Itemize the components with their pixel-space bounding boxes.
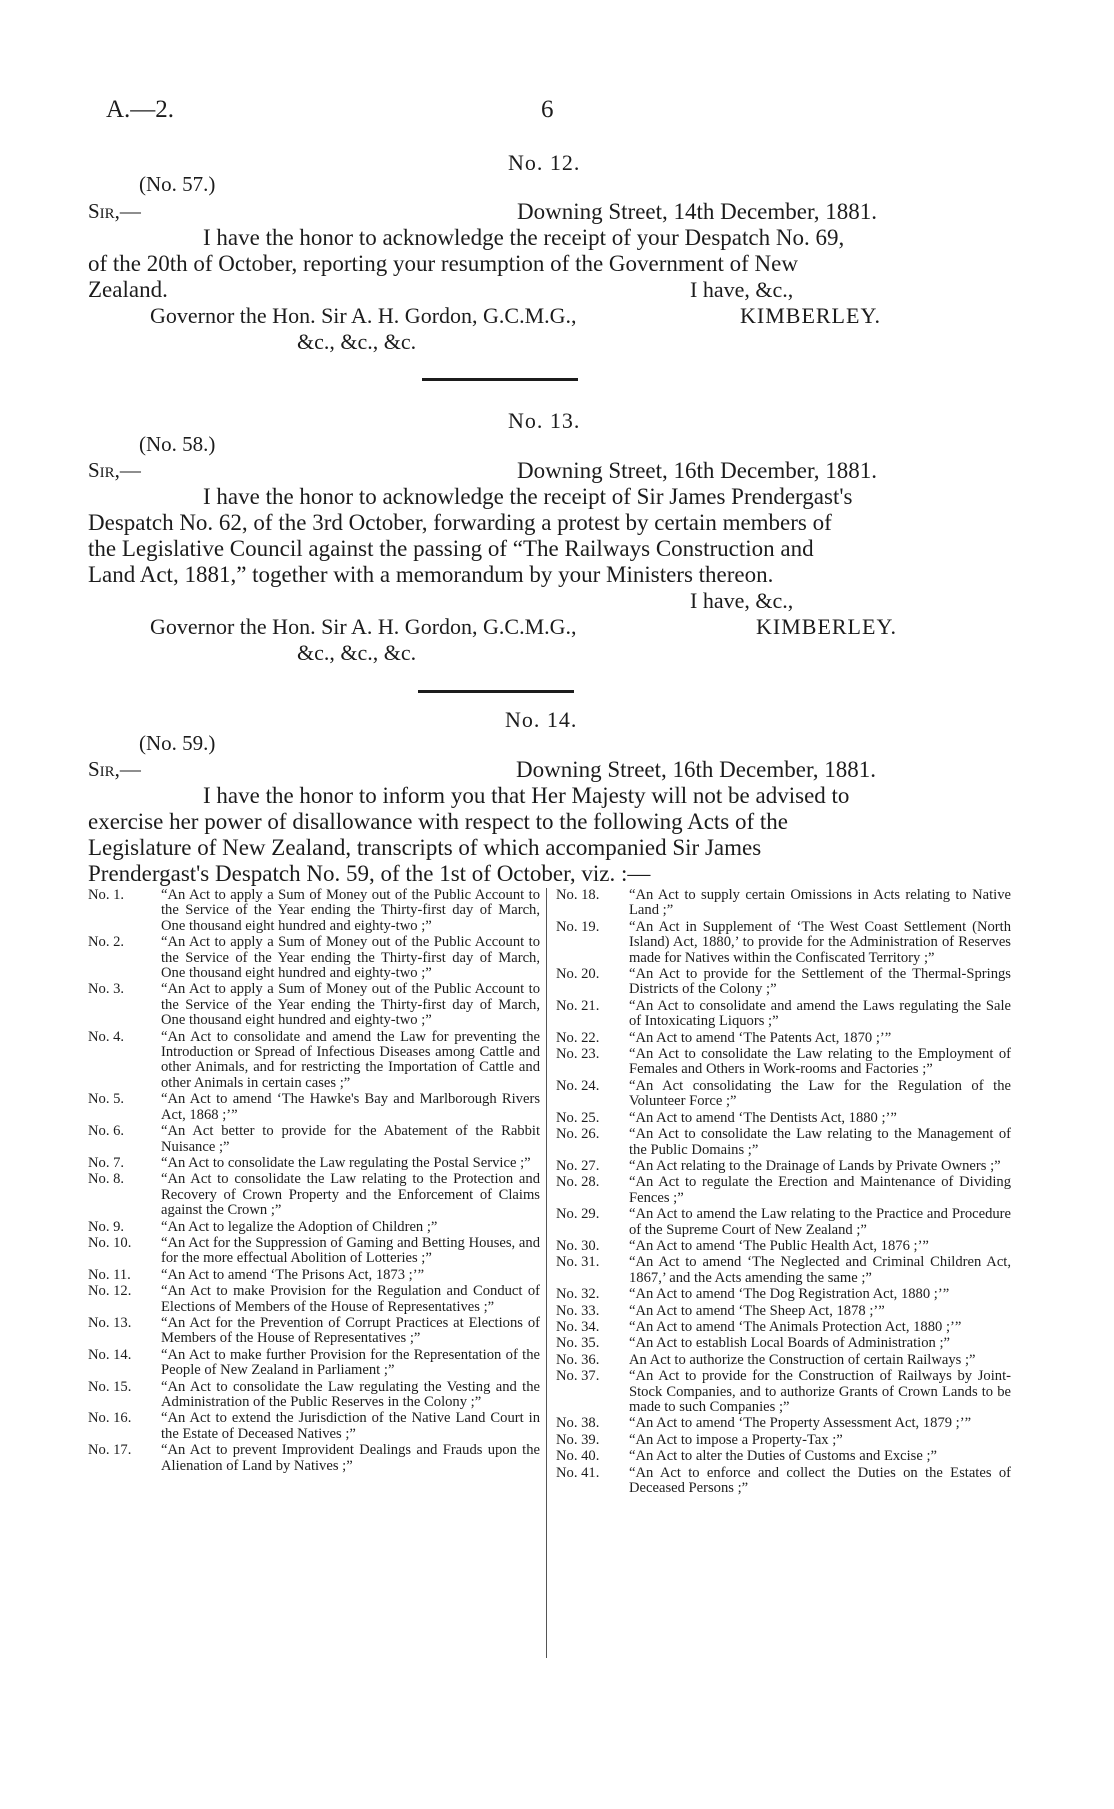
act-title: “An Act to prevent Improvident Dealings and Frauds upon the Alienation of Land by Natives ;” (161, 1442, 540, 1474)
act-title: “An Act for the Suppression of Gaming and Betting Houses, and for the more effectual Abolition of Lotteries ;” (161, 1234, 540, 1267)
act-number: No. 26. (556, 1126, 600, 1143)
act-number: No. 32. (556, 1286, 600, 1303)
list-item (88, 1348, 540, 1379)
act-number: No. 41. (556, 1464, 600, 1481)
act-number: No. 33. (556, 1302, 600, 1319)
salutation: Sir,— (88, 199, 141, 223)
list-item (556, 1207, 1011, 1238)
list-item (556, 920, 1011, 966)
body-line: I have the honor to acknowledge the receipt of Sir James Prendergast's (203, 484, 853, 509)
act-number: No. 37. (556, 1368, 600, 1385)
act-number: No. 34. (556, 1318, 600, 1335)
list-item (556, 1449, 1011, 1464)
act-title: “An Act to amend ‘The Prisons Act, 1873 ;’” (161, 1266, 425, 1283)
act-title: “An Act to amend ‘The Neglected and Criminal Children Act, 1867,’ and the Acts amending the same ;” (629, 1254, 1011, 1286)
list-item (88, 1172, 540, 1218)
act-number: No. 23. (556, 1046, 600, 1063)
list-item (556, 1031, 1011, 1046)
list-item (88, 1156, 540, 1171)
act-number: No. 30. (556, 1237, 600, 1254)
act-number: No. 28. (556, 1174, 600, 1191)
body-line: I have the honor to acknowledge the receipt of your Despatch No. 69, (203, 225, 845, 250)
despatch-number: No. 13. (508, 408, 581, 433)
act-number: No. 18. (556, 887, 600, 903)
salutation: Sir,— (88, 458, 141, 482)
act-title: “An Act to consolidate and amend the Law for preventing the Introduction or Spread of Infectious Diseases among Cattle and other Animals, and for restricting the Importation of Cattle and other Animals in certain cases ;” (161, 1028, 540, 1091)
place-date: Downing Street, 16th December, 1881. (517, 458, 877, 483)
act-number: No. 22. (556, 1029, 600, 1046)
act-number: No. 27. (556, 1157, 600, 1174)
act-number: No. 16. (88, 1410, 132, 1427)
list-item (88, 982, 540, 1028)
list-item (556, 1047, 1011, 1078)
page-number: 6 (541, 96, 554, 123)
act-title: “An Act consolidating the Law for the Regulation of the Volunteer Force ;” (629, 1077, 1011, 1110)
list-item (556, 1336, 1011, 1351)
list-item (88, 1092, 540, 1123)
act-number: No. 38. (556, 1415, 600, 1432)
despatch-reference: (No. 57.) (139, 172, 216, 196)
act-title: An Act to authorize the Construction of certain Railways ;” (629, 1351, 976, 1368)
list-item (556, 1369, 1011, 1415)
act-number: No. 21. (556, 997, 600, 1014)
act-title: “An Act better to provide for the Abatement of the Rabbit Nuisance ;” (161, 1123, 540, 1155)
act-title: “An Act to impose a Property-Tax ;” (629, 1431, 843, 1448)
despatch-reference: (No. 58.) (139, 432, 216, 456)
closing: I have, &c., (690, 277, 794, 302)
act-number: No. 6. (88, 1123, 125, 1140)
body-line: Prendergast's Despatch No. 59, of the 1st of October, viz. :— (88, 861, 651, 886)
list-item (556, 1255, 1011, 1286)
list-item (556, 1353, 1011, 1368)
act-number: No. 35. (556, 1335, 600, 1352)
list-item (556, 999, 1011, 1030)
list-item (88, 1316, 540, 1347)
list-item (556, 1416, 1011, 1431)
act-number: No. 8. (88, 1171, 125, 1188)
section-divider (418, 690, 574, 693)
body-line: Legislature of New Zealand, transcripts of which accompanied Sir James (88, 835, 762, 860)
act-title: “An Act to amend ‘The Sheep Act, 1878 ;’” (629, 1302, 885, 1319)
act-title: “An Act to amend ‘The Hawke's Bay and Marlborough Rivers Act, 1868 ;’” (161, 1091, 540, 1123)
list-item (88, 1284, 540, 1315)
body-line: exercise her power of disallowance with respect to the following Acts of the (88, 809, 788, 834)
body-line: of the 20th of October, reporting your resumption of the Government of New (88, 251, 798, 276)
addressee: Governor the Hon. Sir A. H. Gordon, G.C.M.G., (150, 614, 577, 639)
act-number: No. 3. (88, 981, 125, 998)
closing: I have, &c., (690, 588, 794, 613)
list-item (556, 1111, 1011, 1126)
place-date: Downing Street, 14th December, 1881. (517, 199, 877, 224)
act-number: No. 12. (88, 1283, 132, 1300)
act-title: “An Act to regulate the Erection and Maintenance of Dividing Fences ;” (629, 1174, 1011, 1206)
act-title: “An Act relating to the Drainage of Lands by Private Owners ;” (629, 1157, 1001, 1174)
list-item (556, 1320, 1011, 1335)
act-title: “An Act to consolidate the Law regulating the Postal Service ;” (161, 1154, 531, 1171)
despatch-body (88, 225, 978, 277)
act-title: “An Act for the Prevention of Corrupt Practices at Elections of Members of the House of Representatives ;” (161, 1314, 540, 1347)
body-line: Land Act, 1881,” together with a memorandum by your Ministers thereon. (88, 562, 774, 587)
list-item (556, 1287, 1011, 1302)
act-number: No. 17. (88, 1442, 132, 1459)
act-number: No. 5. (88, 1091, 125, 1108)
list-item (88, 1124, 540, 1155)
act-title: “An Act to amend ‘The Public Health Act, 1876 ;’” (629, 1237, 929, 1254)
act-number: No. 29. (556, 1206, 600, 1223)
act-title: “An Act to apply a Sum of Money out of the Public Account to the Service of the Year ending the Thirty-first day of March, One thousand eight hundred and eighty-two ;” (161, 887, 540, 934)
act-number: No. 36. (556, 1351, 600, 1368)
list-item (88, 1411, 540, 1442)
act-title: “An Act to consolidate the Law relating to the Management of the Public Domains ;” (629, 1126, 1011, 1158)
acts-list-right (556, 888, 1011, 1497)
act-number: No. 24. (556, 1077, 600, 1094)
list-item (88, 1268, 540, 1283)
act-number: No. 9. (88, 1218, 125, 1235)
list-item (556, 1079, 1011, 1110)
addressee-continued: &c., &c., &c. (297, 329, 417, 354)
act-number: No. 14. (88, 1346, 132, 1363)
body-line: Despatch No. 62, of the 3rd October, forwarding a protest by certain members of (88, 510, 832, 535)
list-item (556, 1239, 1011, 1254)
act-number: No. 1. (88, 887, 125, 903)
body-line: the Legislative Council against the passing of “The Railways Construction and (88, 536, 814, 561)
body-line: I have the honor to inform you that Her Majesty will not be advised to (203, 783, 850, 808)
list-item (556, 1127, 1011, 1158)
list-item (556, 1466, 1011, 1497)
act-title: “An Act to legalize the Adoption of Children ;” (161, 1218, 438, 1235)
act-title: “An Act to consolidate the Law relating to the Protection and Recovery of Crown Property and the Enforcement of Claims against the Crown ;” (161, 1171, 540, 1219)
act-number: No. 7. (88, 1154, 125, 1171)
column-divider (546, 888, 547, 1658)
act-title: “An Act to consolidate and amend the Laws regulating the Sale of Intoxicating Liquors ;” (629, 997, 1011, 1030)
despatch-reference: (No. 59.) (139, 731, 216, 755)
act-title: “An Act to amend ‘The Property Assessment Act, 1879 ;’” (629, 1415, 972, 1432)
act-title: “An Act to amend ‘The Patents Act, 1870 ;’” (629, 1029, 892, 1046)
act-title: “An Act to supply certain Omissions in Acts relating to Native Land ;” (629, 887, 1011, 919)
salutation: Sir,— (88, 757, 141, 781)
section-divider (422, 378, 578, 381)
list-item (88, 1220, 540, 1235)
act-title: “An Act to consolidate the Law regulating the Vesting and the Administration of the Public Reserves in the Colony ;” (161, 1378, 540, 1410)
act-number: No. 4. (88, 1028, 125, 1045)
act-number: No. 39. (556, 1431, 600, 1448)
act-title: “An Act to establish Local Boards of Administration ;” (629, 1335, 951, 1352)
act-number: No. 25. (556, 1109, 600, 1126)
act-title: “An Act to amend ‘The Animals Protection Act, 1880 ;’” (629, 1318, 962, 1335)
act-title: “An Act to make Provision for the Regulation and Conduct of Elections of Members of the House of Representatives ;” (161, 1283, 540, 1315)
despatch-number: No. 12. (508, 150, 581, 175)
act-title: “An Act to provide for the Settlement of the Thermal-Springs Districts of the Colony ;” (629, 966, 1011, 998)
act-number: No. 40. (556, 1448, 600, 1465)
act-title: “An Act to apply a Sum of Money out of the Public Account to the Service of the Year ending the Thirty-first day of March, One thousand eight hundred and eighty-two ;” (161, 934, 540, 982)
act-number: No. 20. (556, 966, 600, 983)
despatch-body (88, 783, 978, 861)
list-item (556, 888, 1011, 919)
act-title: “An Act to enforce and collect the Duties on the Estates of Deceased Persons ;” (629, 1464, 1011, 1497)
list-item (88, 1030, 540, 1092)
list-item (88, 888, 540, 934)
act-number: No. 11. (88, 1266, 131, 1283)
paper-reference: A.—2. (106, 96, 175, 123)
act-title: “An Act to consolidate the Law relating to the Employment of Females and Others in Work-rooms and Factories ;” (629, 1046, 1011, 1078)
list-item (88, 1443, 540, 1474)
act-number: No. 19. (556, 918, 600, 935)
despatch-body (88, 484, 978, 562)
list-item (88, 1236, 540, 1267)
list-item (88, 935, 540, 981)
list-item (556, 967, 1011, 998)
act-title: “An Act to amend ‘The Dentists Act, 1880 ;’” (629, 1109, 897, 1126)
act-number: No. 13. (88, 1314, 132, 1331)
act-title: “An Act to make further Provision for the Representation of the People of New Zealand in Parliament ;” (161, 1346, 540, 1379)
list-item (556, 1433, 1011, 1448)
despatch-number: No. 14. (505, 707, 578, 732)
place-date: Downing Street, 16th December, 1881. (516, 757, 876, 782)
act-title: “An Act to amend the Law relating to the Practice and Procedure of the Supreme Court of New Zealand ;” (629, 1206, 1011, 1238)
signature: KIMBERLEY. (740, 303, 881, 328)
act-number: No. 15. (88, 1378, 132, 1395)
act-title: “An Act to provide for the Construction of Railways by Joint-Stock Companies, and to authorize Grants of Crown Lands to be made to such Companies ;” (629, 1368, 1011, 1415)
list-item (556, 1175, 1011, 1206)
body-line: Zealand. (88, 277, 168, 302)
list-item (556, 1304, 1011, 1319)
list-item (556, 1159, 1011, 1174)
list-item (88, 1380, 540, 1411)
act-number: No. 31. (556, 1254, 600, 1271)
act-number: No. 10. (88, 1234, 132, 1251)
acts-list-left (88, 888, 540, 1475)
act-title: “An Act to apply a Sum of Money out of the Public Account to the Service of the Year ending the Thirty-first day of March, One thousand eight hundred and eighty-two ;” (161, 981, 540, 1029)
act-title: “An Act to amend ‘The Dog Registration Act, 1880 ;’” (629, 1286, 950, 1303)
act-title: “An Act in Supplement of ‘The West Coast Settlement (North Island) Act, 1880,’ to provide for the Administration of Reserves made for Natives within the Confiscated Territory ;” (629, 918, 1011, 966)
act-number: No. 2. (88, 934, 125, 951)
addressee-continued: &c., &c., &c. (297, 640, 417, 665)
signature: KIMBERLEY. (756, 614, 897, 639)
act-title: “An Act to alter the Duties of Customs and Excise ;” (629, 1448, 938, 1465)
act-title: “An Act to extend the Jurisdiction of the Native Land Court in the Estate of Deceased Natives ;” (161, 1410, 540, 1442)
addressee: Governor the Hon. Sir A. H. Gordon, G.C.M.G., (150, 303, 577, 328)
